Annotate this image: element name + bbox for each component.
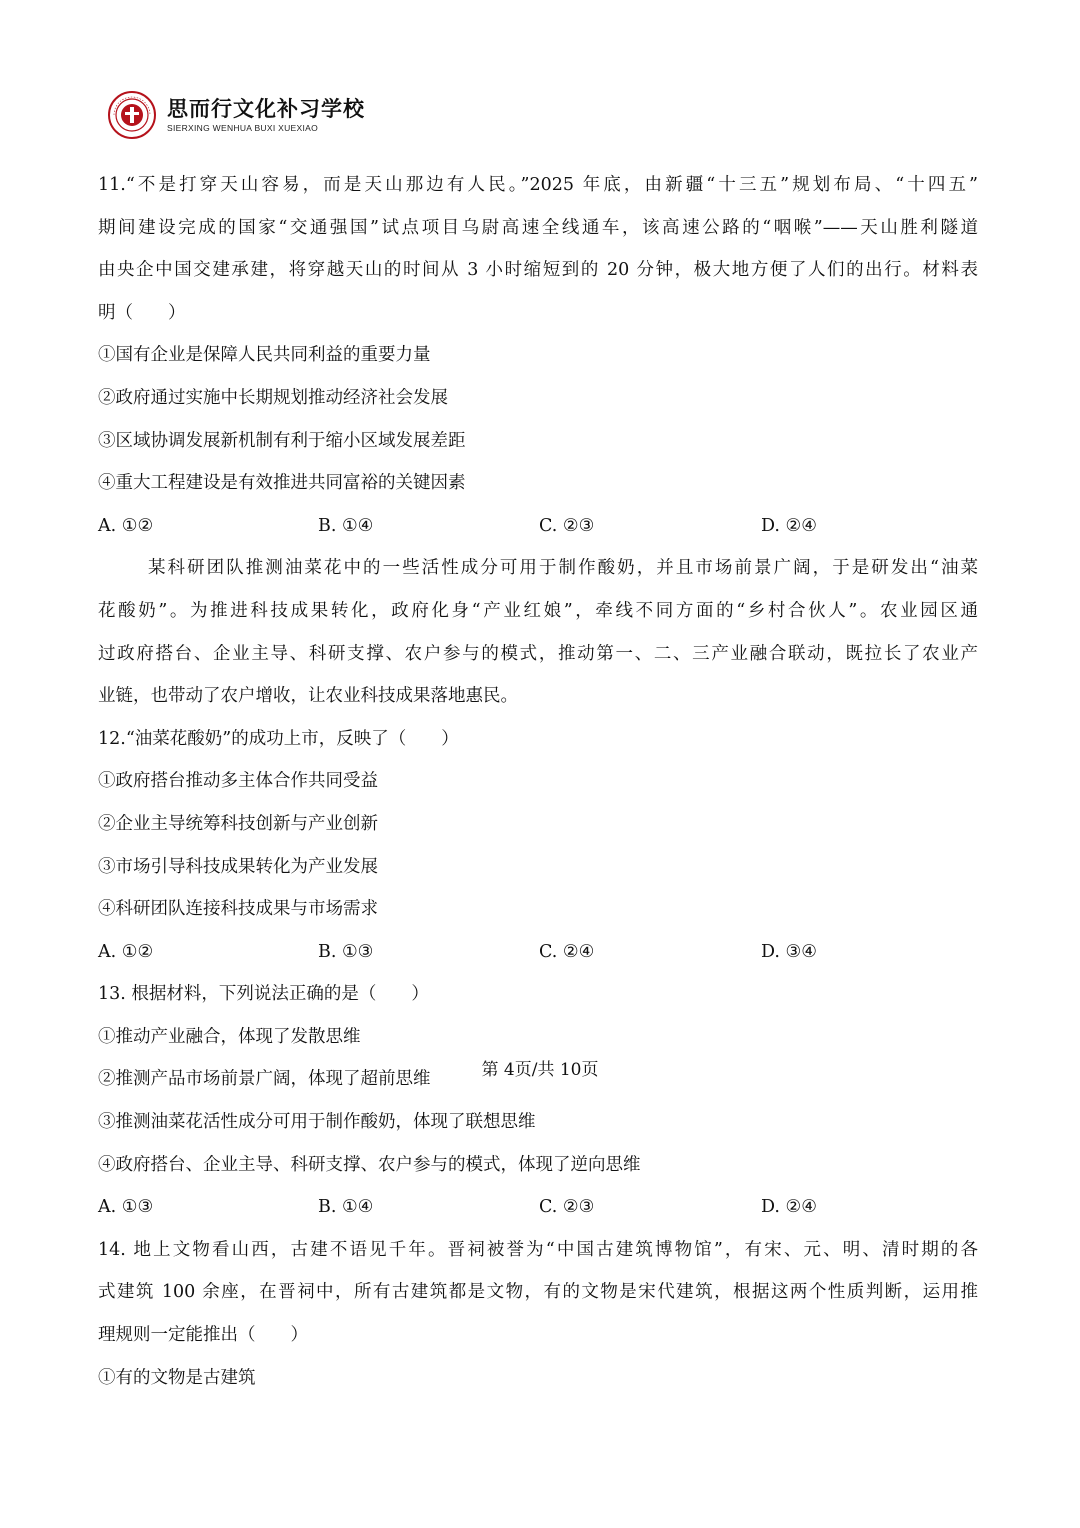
q13-option-c: C. ②③ (539, 1197, 595, 1218)
q12-option-a: A. ①② (98, 941, 154, 962)
q13-stem: 13. 根据材料，下列说法正确的是（ ） (98, 984, 429, 1005)
q12-options (98, 931, 978, 974)
q13-item: ③推测油菜花活性成分可用于制作酸奶，体现了联想思维 (98, 1112, 536, 1133)
school-name-pinyin: SIERXING WENHUA BUXI XUEXIAO (167, 123, 319, 133)
q13-item: ②推测产品市场前景广阔，体现了超前思维 (98, 1069, 431, 1090)
q13-option-d: D. ②④ (761, 1197, 817, 1218)
q12-item: ③市场引导科技成果转化为产业发展 (98, 856, 378, 877)
material-line: 业链，也带动了农户增收，让农业科技成果落地惠民。 (98, 686, 518, 707)
school-name-cn: 思而行文化补习学校 (167, 97, 365, 121)
q11-item: ②政府通过实施中长期规划推动经济社会发展 (98, 387, 448, 408)
q12-option-d: D. ③④ (761, 941, 817, 962)
q13-item: ④政府搭台、企业主导、科研支撑、农户参与的模式，体现了逆向思维 (98, 1154, 641, 1175)
material-line: 过政府搭台、企业主导、科研支撑、农户参与的模式，推动第一、二、三产业融合联动，既拉长了农业产 (98, 643, 978, 664)
page-content (98, 164, 978, 1399)
school-logo-icon (107, 90, 157, 140)
q13-option-a: A. ①③ (98, 1197, 154, 1218)
q11-option-d: D. ②④ (761, 515, 817, 536)
q12-item: ④科研团队连接科技成果与市场需求 (98, 899, 378, 920)
header (107, 90, 365, 140)
q13-item: ①推动产业融合，体现了发散思维 (98, 1026, 361, 1047)
q11-options (98, 505, 978, 548)
q12-item: ①政府搭台推动多主体合作共同受益 (98, 771, 378, 792)
q13-options (98, 1186, 978, 1229)
q11-stem-line: 期间建设完成的国家“交通强国”试点项目乌尉高速全线通车，该高速公路的“咽喉”——天山胜利隧道 (98, 217, 978, 238)
q11-item: ③区域协调发展新机制有利于缩小区域发展差距 (98, 430, 466, 451)
material-line: 某科研团队推测油菜花中的一些活性成分可用于制作酸奶，并且市场前景广阔，于是研发出“油菜 (148, 558, 978, 579)
q12-item: ②企业主导统筹科技创新与产业创新 (98, 813, 378, 834)
q11-stem-line: 明（ ） (98, 302, 186, 323)
q13-option-b: B. ①④ (318, 1197, 374, 1218)
q11-item: ④重大工程建设是有效推进共同富裕的关键因素 (98, 473, 466, 494)
q11-stem-line: 11.“不是打穿天山容易，而是天山那边有人民。”2025 年底，由新疆“十三五”规划布局、“十四五” (98, 175, 978, 195)
material-line: 花酸奶”。为推进科技成果转化，政府化身“产业红娘”，牵线不同方面的“乡村合伙人”。农业园区通 (98, 600, 978, 621)
q14-stem-line: 14. 地上文物看山西，古建不语见千年。晋祠被誉为“中国古建筑博物馆”，有宋、元、明、清时期的各 (98, 1239, 978, 1260)
q14-stem-line: 理规则一定能推出（ ） (98, 1325, 308, 1346)
q11-option-b: B. ①④ (318, 515, 374, 536)
q11-option-c: C. ②③ (539, 515, 595, 536)
q12-option-b: B. ①③ (318, 941, 374, 962)
q14-item: ①有的文物是古建筑 (98, 1367, 256, 1388)
q12-option-c: C. ②④ (539, 941, 595, 962)
q11-item: ①国有企业是保障人民共同利益的重要力量 (98, 345, 431, 366)
page-footer: 第 4页/共 10页 (481, 1060, 599, 1080)
q11-stem-line: 由央企中国交建承建，将穿越天山的时间从 3 小时缩短到的 20 分钟，极大地方便了人们的出行。材料表 (98, 260, 978, 281)
q14-stem-line: 式建筑 100 余座，在晋祠中，所有古建筑都是文物，有的文物是宋代建筑，根据这两个性质判断，运用推 (98, 1282, 978, 1303)
q11-option-a: A. ①② (98, 515, 154, 536)
q12-stem: 12.“油菜花酸奶”的成功上市，反映了（ ） (98, 728, 459, 749)
school-name (167, 97, 365, 133)
